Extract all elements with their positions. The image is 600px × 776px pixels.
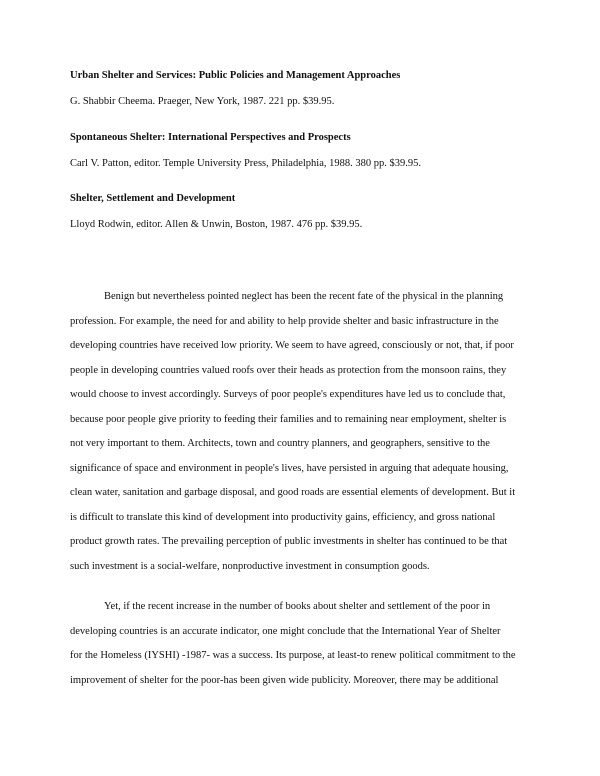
book-entry bbox=[70, 69, 540, 109]
book-title: Shelter, Settlement and Development bbox=[70, 193, 236, 204]
book-citation: G. Shabbir Cheema. Praeger, New York, 1987. 221 pp. $39.95. bbox=[70, 96, 335, 107]
paragraph-line: such investment is a social-welfare, nonproductive investment in consumption goods. bbox=[70, 560, 430, 572]
paragraph-line: would choose to invest accordingly. Surveys of poor people's expenditures have led us to conclude that, bbox=[70, 389, 506, 400]
paragraph-line: because poor people give priority to feeding their families and to remaining near employment, shelter is bbox=[70, 413, 507, 425]
paragraph-line: not very important to them. Architects, town and country planners, and geographers, sensitive to the bbox=[70, 438, 490, 449]
book-title: Spontaneous Shelter: International Perspectives and Prospects bbox=[70, 132, 351, 143]
paragraph-line: clean water, sanitation and garbage disposal, and good roads are essential elements of development. But it bbox=[70, 487, 516, 498]
paragraph-line: Benign but nevertheless pointed neglect has been the recent fate of the physical in the planning bbox=[104, 291, 504, 302]
paragraph-line: people in developing countries valued roofs over their heads as protection from the monsoon rains, they bbox=[70, 364, 507, 376]
book-entry bbox=[70, 192, 540, 232]
review-paragraph-2 bbox=[70, 600, 540, 698]
paragraph-line: is difficult to translate this kind of development into productivity gains, efficiency, and gross national bbox=[70, 511, 496, 523]
paragraph-line: significance of space and environment in people's lives, have persisted in arguing that adequate housing, bbox=[70, 462, 509, 474]
paragraph-line: Yet, if the recent increase in the number of books about shelter and settlement of the poor in bbox=[104, 601, 491, 612]
book-citation: Carl V. Patton, editor. Temple University Press, Philadelphia, 1988. 380 pp. $39.95. bbox=[70, 158, 421, 169]
paragraph-line: profession. For example, the need for and ability to help provide shelter and basic infrastructure in the bbox=[70, 315, 499, 327]
paragraph-line: improvement of shelter for the poor-has been given wide publicity. Moreover, there may be additional bbox=[70, 674, 499, 686]
paragraph-line: for the Homeless (IYSHI) -1987- was a success. Its purpose, at least-to renew political commitment to the bbox=[70, 650, 516, 661]
paragraph-line: product growth rates. The prevailing perception of public investments in shelter has continued to be that bbox=[70, 536, 508, 547]
book-citation: Lloyd Rodwin, editor. Allen & Unwin, Boston, 1987. 476 pp. $39.95. bbox=[70, 219, 363, 230]
book-title: Urban Shelter and Services: Public Policies and Management Approaches bbox=[70, 70, 401, 81]
book-entry bbox=[70, 131, 540, 171]
review-paragraph-1 bbox=[70, 290, 540, 584]
paragraph-line: developing countries have received low priority. We seem to have agreed, consciously or not, that, if poor bbox=[70, 340, 514, 351]
paragraph-line: developing countries is an accurate indicator, one might conclude that the International Year of Shelter bbox=[70, 625, 501, 637]
